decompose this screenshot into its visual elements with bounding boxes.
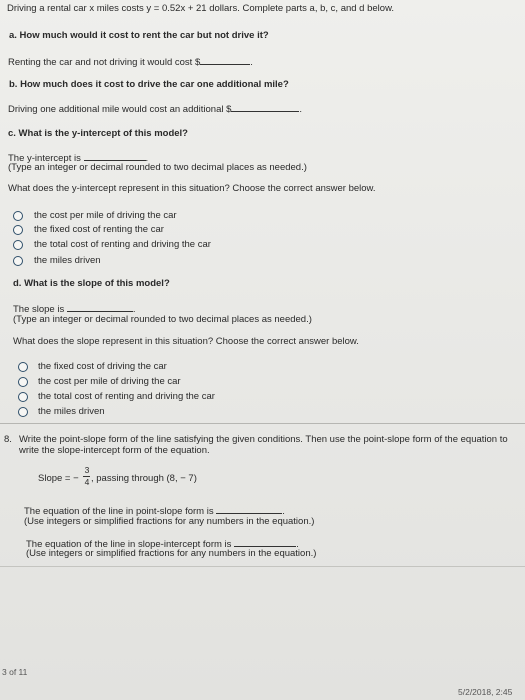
part-c-option-2-label: the fixed cost of renting the car: [34, 224, 164, 235]
slope-numerator: 3: [84, 465, 90, 475]
part-a-answer-line: [8, 55, 253, 68]
part-a-suffix: .: [250, 57, 253, 68]
part-c-answer-blank[interactable]: [84, 151, 146, 161]
page-number: 3 of 11: [2, 667, 28, 677]
part-d-option-1-label: the fixed cost of driving the car: [38, 361, 167, 372]
part-c-suffix: .: [145, 153, 149, 164]
part-d-answer-prefix: The slope is: [13, 304, 65, 315]
part-b-question: b. How much does it cost to drive the car one additional mile?: [9, 79, 289, 90]
part-b-suffix: .: [299, 104, 303, 115]
part-c-option-1-radio[interactable]: [13, 211, 23, 221]
point-slope-answer-blank[interactable]: [216, 504, 282, 514]
part-b-answer-blank[interactable]: [231, 102, 299, 112]
slope-intercept-answer-blank[interactable]: [234, 537, 296, 547]
part-c-option-3-radio[interactable]: [13, 240, 23, 250]
part-d-option-4-label: the miles driven: [38, 406, 105, 417]
slope-label: Slope = −: [38, 473, 79, 484]
part-d-option-2-radio[interactable]: [18, 377, 28, 387]
slope-passing-point: , passing through (8, − 7): [91, 473, 197, 484]
part-a-question: a. How much would it cost to rent the car but not drive it?: [9, 30, 269, 41]
part-d-option-2-label: the cost per mile of driving the car: [38, 376, 181, 387]
problem-8-number: 8.: [4, 434, 12, 445]
part-d-question: d. What is the slope of this model?: [13, 278, 170, 289]
part-d-represent-question: What does the slope represent in this situation? Choose the correct answer below.: [13, 336, 359, 347]
part-c-option-3-label: the total cost of renting and driving the car: [34, 239, 211, 250]
problem-divider: [0, 423, 525, 424]
problem-7-intro: Driving a rental car x miles costs y = 0.52x + 21 dollars. Complete parts a, b, c, and d below.: [7, 3, 395, 14]
part-b-answer-prefix: Driving one additional mile would cost an additional $: [8, 104, 232, 115]
point-slope-answer-line: The equation of the line in point-slope form is .: [24, 506, 285, 517]
print-date: 5/2/2018, 2:45: [458, 687, 513, 697]
part-c-option-2-radio[interactable]: [13, 225, 23, 235]
part-c-represent-question: What does the y-intercept represent in this situation? Choose the correct answer below.: [8, 183, 376, 194]
slope-intercept-prefix: The equation of the line in slope-intercept form is: [26, 539, 232, 550]
part-b-answer-line: [8, 102, 302, 115]
part-c-option-4-radio[interactable]: [13, 256, 23, 266]
part-d-option-3-label: the total cost of renting and driving the car: [38, 391, 215, 402]
part-d-suffix: .: [132, 304, 136, 315]
point-slope-hint: (Use integers or simplified fractions for any numbers in the equation.): [24, 516, 315, 527]
part-d-option-4-radio[interactable]: [18, 407, 28, 417]
problem-8-instruction-line-1: Write the point-slope form of the line satisfying the given conditions. Then use the point-slope form of the equation to: [19, 434, 508, 445]
problem-8-instruction-line-2: write the slope-intercept form of the equation.: [19, 445, 210, 456]
part-d-answer-blank[interactable]: [67, 302, 133, 312]
part-d-option-1-radio[interactable]: [18, 362, 28, 372]
slope-intercept-hint: (Use integers or simplified fractions for any numbers in the equation.): [26, 548, 317, 559]
part-c-hint: (Type an integer or decimal rounded to two decimal places as needed.): [8, 162, 307, 173]
footer-divider: [0, 566, 525, 567]
part-c-option-4-label: the miles driven: [34, 255, 101, 266]
part-a-answer-prefix: Renting the car and not driving it would cost $: [8, 57, 201, 68]
slope-denominator: 4: [84, 477, 90, 487]
slope-intercept-answer-line: The equation of the line in slope-intercept form is .: [26, 539, 299, 550]
part-c-question: c. What is the y-intercept of this model?: [8, 128, 188, 139]
part-c-option-1-label: the cost per mile of driving the car: [34, 210, 177, 221]
part-a-answer-blank[interactable]: [200, 55, 250, 65]
part-d-hint: (Type an integer or decimal rounded to two decimal places as needed.): [13, 314, 312, 325]
part-d-option-3-radio[interactable]: [18, 392, 28, 402]
part-c-answer-prefix: The y-intercept is: [8, 153, 81, 164]
point-slope-prefix: The equation of the line in point-slope form is: [24, 506, 214, 517]
